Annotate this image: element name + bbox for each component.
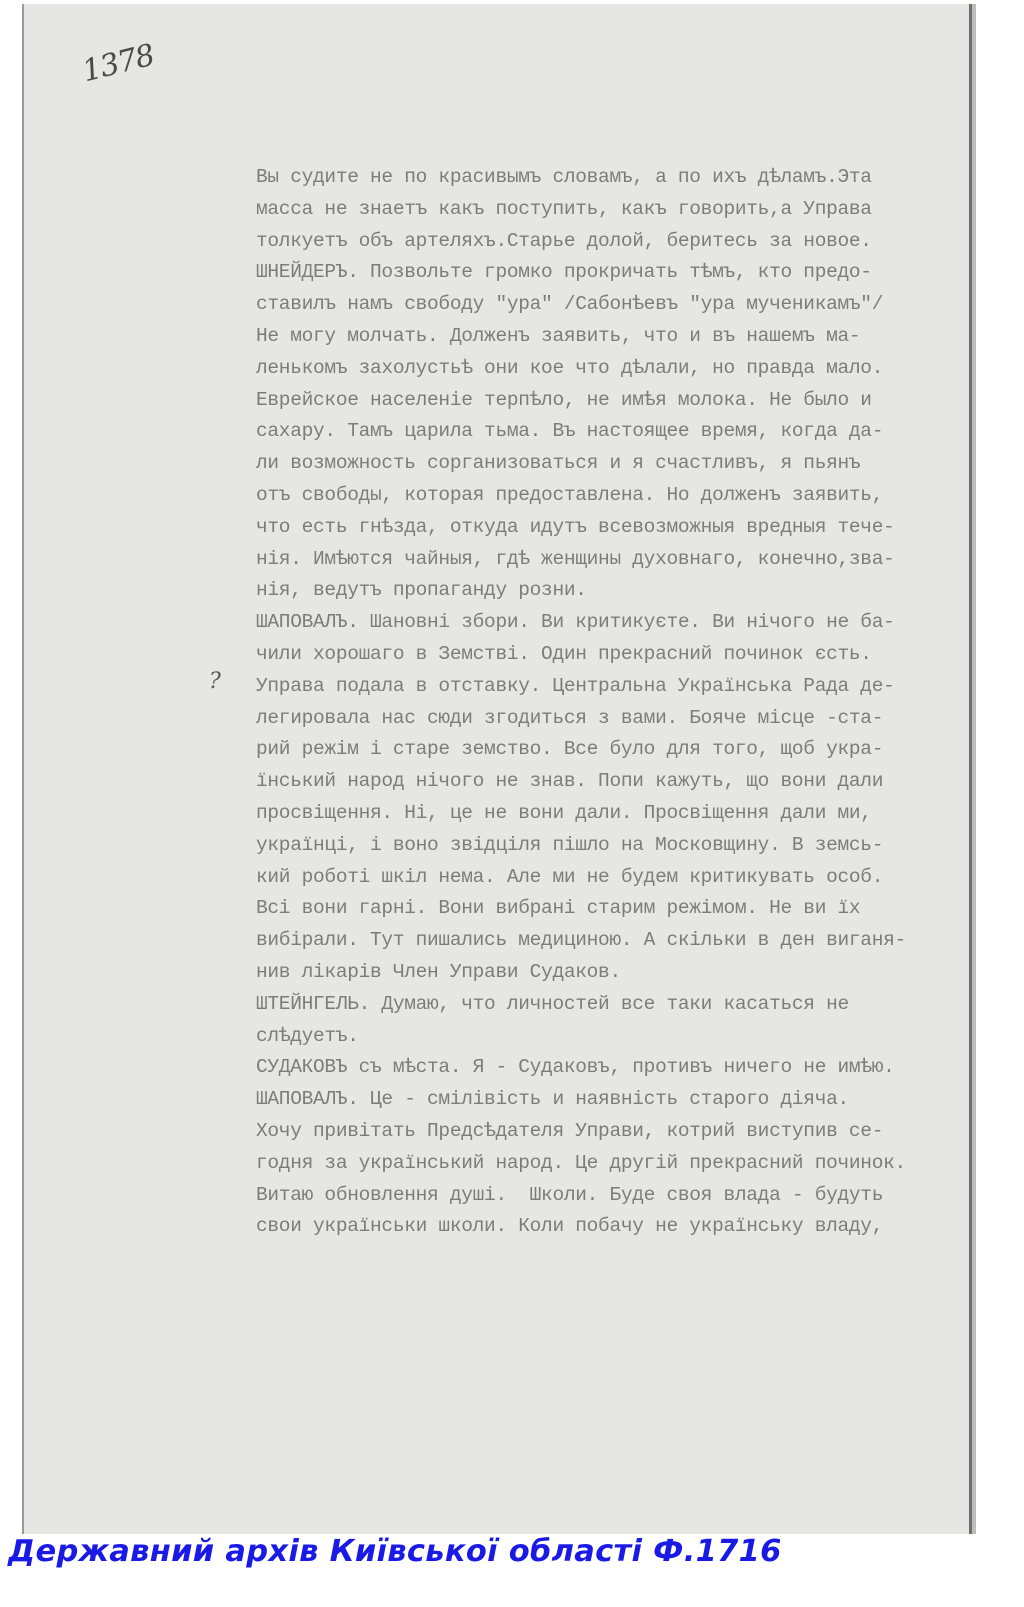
text-line: отъ свободы, которая предоставлена. Но долженъ заявить,: [256, 483, 884, 506]
text-line: что есть гнѣзда, откуда идутъ всевозможныя вредныя тече-: [256, 515, 895, 538]
text-line: нія, ведутъ пропаганду розни.: [256, 579, 587, 602]
text-line: ленькомъ захолустьѣ они кое что дѣлали, но правда мало.: [256, 356, 884, 379]
text-line: СУДАКОВЪ съ мѣста. Я - Судаковъ, противъ ничего не имѣю.: [256, 1056, 895, 1079]
text-line: українці, і воно звідціля пішло на Московщину. В земсь-: [256, 833, 884, 856]
text-line: нив лікарів Член Управи Судаков.: [256, 960, 621, 983]
text-line: просвіщення. Ні, це не вони дали. Просвіщення дали ми,: [256, 801, 872, 824]
text-line: Не могу молчать. Долженъ заявить, что и въ нашемъ ма-: [256, 324, 861, 347]
text-line: вибірали. Тут пишались медициною. А скільки в ден виганя-: [256, 929, 906, 952]
text-line: легировала нас сюди згодиться з вами. Бояче місце -ста-: [256, 706, 884, 729]
text-line: сахару. Тамъ царила тьма. Въ настоящее время, когда да-: [256, 420, 884, 443]
archival-document-page: [22, 4, 972, 1534]
text-line: ШТЕЙНГЕЛЬ. Думаю, что личностей все таки касаться не: [256, 992, 849, 1015]
text-line: годня за український народ. Це другій прекрасний починок.: [256, 1151, 906, 1174]
text-line: кий роботі шкіл нема. Але ми не будем критикувать особ.: [256, 865, 884, 888]
text-line: свои українськи школи. Коли побачу не українську владу,: [256, 1215, 884, 1238]
text-line: чили хорошаго в Земстві. Один прекрасний починок єсть.: [256, 642, 872, 665]
text-line: масса не знаетъ какъ поступить, какъ говорить,а Управа: [256, 197, 872, 220]
text-line: ли возможность сорганизоваться и я счастливъ, я пьянъ: [256, 452, 861, 475]
text-line: Управа подала в отставку. Центральна Українська Рада де-: [256, 674, 895, 697]
text-line: Хочу привітать Предсѣдателя Управи, котрий виступив се-: [256, 1119, 884, 1142]
text-line: слѣдуетъ.: [256, 1024, 359, 1047]
text-line: Вы судите не по красивымъ словамъ, а по ихъ дѣламъ.Эта: [256, 166, 872, 188]
text-line: ШНЕЙДЕРЪ. Позвольте громко прокричать тѣмъ, кто предо-: [256, 261, 872, 284]
text-line: Еврейское населеніе терпѣло, не имѣя молока. Не было и: [256, 388, 872, 411]
text-line: нія. Имѣются чайныя, гдѣ женщины духовнаго, конечно,зва-: [256, 547, 895, 570]
text-line: ШАПОВАЛЪ. Шановні збори. Ви критикуєте. Ви нічого не ба-: [256, 611, 895, 634]
text-line: толкуетъ объ артеляхъ.Старье долой, беритесь за новое.: [256, 229, 872, 252]
text-line: ШАПОВАЛЪ. Це - смілівість и наявність старого діяча.: [256, 1088, 849, 1111]
text-line: Витаю обновлення душі. Школи. Буде своя влада - будуть: [256, 1183, 884, 1206]
text-line: Всі вони гарні. Вони вибрані старим режімом. Не ви їх: [256, 897, 861, 920]
folio-number: 1378: [78, 37, 158, 90]
text-line: рий режім і старе земство. Все було для того, щоб укра-: [256, 738, 884, 761]
text-line: їнський народ нічого не знав. Попи кажуть, що вони дали: [256, 770, 884, 793]
archive-caption: Державний архів Київської області Ф.1716: [8, 1534, 782, 1569]
typewritten-text-block: [256, 162, 976, 1243]
margin-question-mark: ?: [209, 669, 221, 694]
text-line: ставилъ намъ свободу "ура" /Сабонѣевъ "ура мученикамъ"/: [256, 293, 884, 316]
